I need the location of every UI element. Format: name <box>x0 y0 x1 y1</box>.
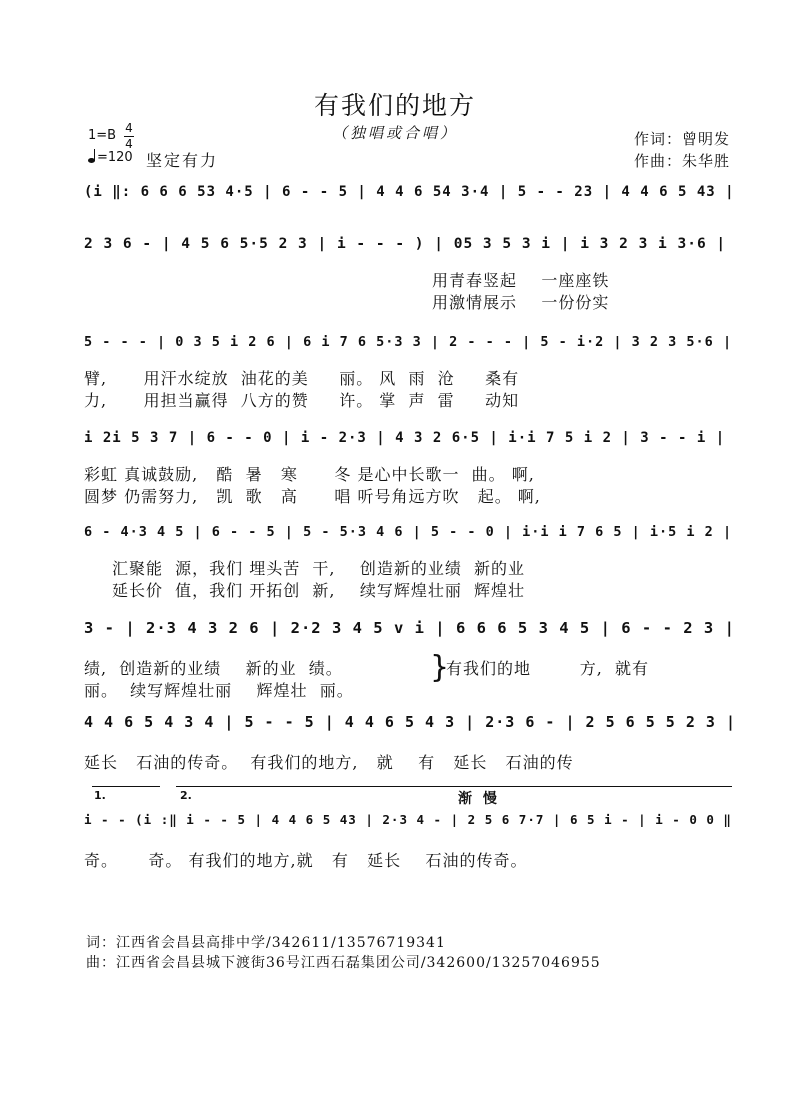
brace-symbol: } <box>430 650 450 685</box>
ending-2-bracket <box>176 786 732 787</box>
score-row-5 <box>84 518 740 548</box>
lyricist-contact: 词：江西省会昌县高排中学/342611/13576719341 <box>86 935 446 951</box>
score-row-6 <box>84 614 740 644</box>
quarter-note-icon <box>88 158 95 163</box>
time-signature-bottom: 4 <box>125 137 133 151</box>
ritardando-marking: 渐 慢 <box>458 791 500 807</box>
score-row-8 <box>84 806 740 836</box>
lyric-verse-1: 用青春竖起 一座座铁 <box>432 271 610 290</box>
lyric-verse-1: 彩虹 真诚鼓励, 酷 暑 寒 冬 是心中长歌一 曲。 啊, <box>84 465 535 484</box>
score-row-3 <box>84 328 740 358</box>
notation-line: 3 - | 2·3 4 3 2 6 | 2·2 3 4 5 v i | 6 6 6 5 3 4 5 | 6 - - 2 3 | <box>84 619 735 637</box>
lyric-verse-1: 汇聚能 源，我们 埋头苦 干, 创造新的业绩 新的业 <box>112 559 526 578</box>
ending-2-label: 2. <box>180 789 192 802</box>
notation-line: 5 - - - | 0 3 5 i 2 6 | 6 i 7 6 5·3 3 | 2 - - - | 5 - i·2 | 3 2 3 5·6 | <box>84 334 733 350</box>
lyric-verse-1: 绩, 创造新的业绩 新的业 绩。 <box>84 659 343 678</box>
lyric-chorus: 有我们的地 方, 就有 <box>446 659 649 678</box>
score-row-4 <box>84 424 740 454</box>
lyric-verse-2: 延长价 值，我们 开拓创 新, 续写辉煌壮丽 辉煌壮 <box>112 581 526 600</box>
key-signature: 1=B <box>88 128 117 143</box>
notation-line: i - - (i :‖ i - - 5 | 4 4 6 5 43 | 2·3 4 - | 2 5 6 7·7 | 6 5 i - | i - 0 0 ‖ <box>84 812 732 827</box>
lyric-verse-1: 奇。 奇。 有我们的地方,就 有 延长 石油的传奇。 <box>84 851 528 870</box>
tempo-marking <box>88 150 133 165</box>
song-title: 有我们的地方 <box>313 91 476 120</box>
tempo-value: =120 <box>97 150 133 165</box>
lyric-verse-2: 用激情展示 一份份实 <box>432 293 610 312</box>
ending-1-bracket <box>92 786 160 787</box>
time-signature <box>124 121 134 152</box>
score-row-1 <box>84 178 740 208</box>
score-row-7 <box>84 708 740 738</box>
lyric-verse-2: 圆梦 仍需努力, 凯 歌 高 唱 听号角远方吹 起。 啊, <box>84 487 541 506</box>
notation-line: 2 3 6 - | 4 5 6 5·5 2 3 | i - - - ) | 05 3 5 3 i | i 3 2 3 i 3·6 | <box>84 236 727 252</box>
lyric-verse-2: 丽。 续写辉煌壮丽 辉煌壮 丽。 <box>84 681 354 700</box>
lyricist-credit: 作词：曾明发 <box>634 130 731 148</box>
composer-contact: 曲：江西省会昌县城下渡街36号江西石磊集团公司/342600/13257046955 <box>86 955 601 971</box>
notation-line: (i ‖: 6 6 6 53 4·5 | 6 - - 5 | 4 4 6 54 3·4 | 5 - - 23 | 4 4 6 5 43 | <box>84 184 735 200</box>
lyric-verse-1: 臂, 用汗水绽放 油花的美 丽。 风 雨 沧 桑有 <box>84 369 520 388</box>
notation-line: 4 4 6 5 4 3 4 | 5 - - 5 | 4 4 6 5 4 3 | 2·3 6 - | 2 5 6 5 5 2 3 | <box>84 713 736 731</box>
notation-line: 6 - 4·3 4 5 | 6 - - 5 | 5 - 5·3 4 6 | 5 - - 0 | i·i i 7 6 5 | i·5 i 2 | <box>84 524 733 540</box>
notation-line: i 2i 5 3 7 | 6 - - 0 | i - 2·3 | 4 3 2 6·5 | i·i 7 5 i 2 | 3 - - i | <box>84 430 726 446</box>
lyric-verse-1: 延长 石油的传奇。 有我们的地方, 就 有 延长 石油的传 <box>84 753 574 772</box>
expression-marking: 坚定有力 <box>146 151 219 170</box>
composer-credit: 作曲：朱华胜 <box>634 152 731 170</box>
time-signature-top: 4 <box>125 121 133 135</box>
ending-1-label: 1. <box>94 789 106 802</box>
score-row-2 <box>84 230 740 260</box>
song-subtitle: （独唱或合唱） <box>331 124 458 142</box>
lyric-verse-2: 力, 用担当赢得 八方的赞 许。 掌 声 雷 动知 <box>84 391 520 410</box>
